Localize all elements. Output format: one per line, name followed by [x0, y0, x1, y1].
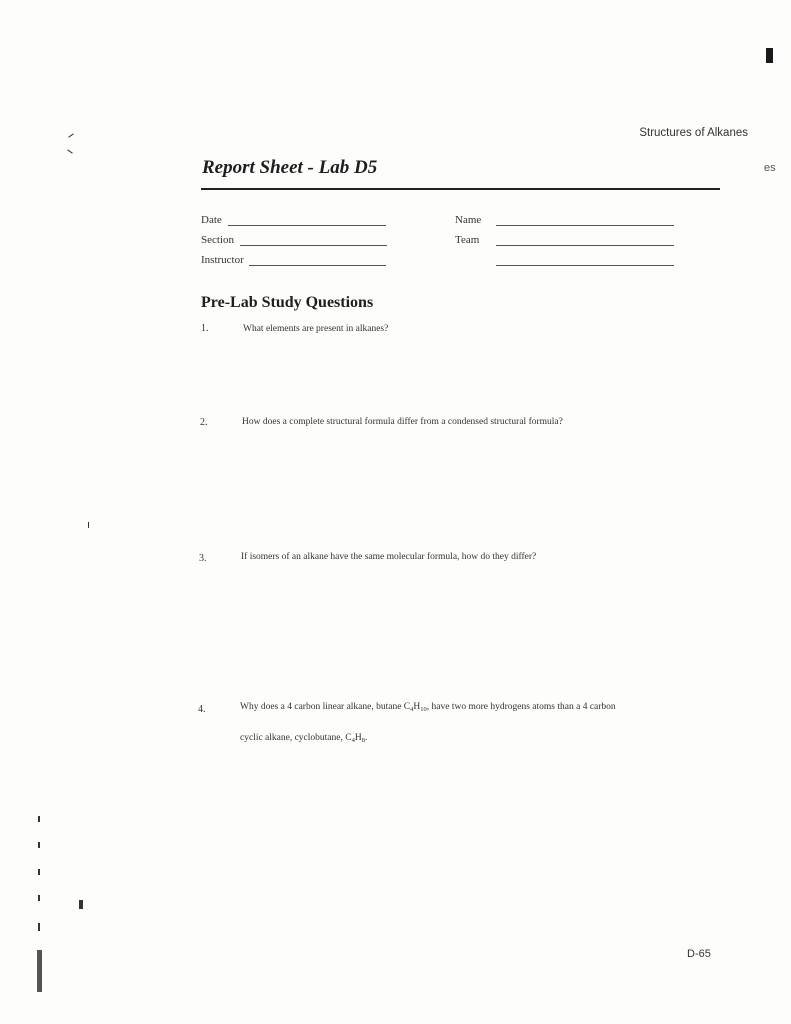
team-field-1[interactable]	[496, 245, 674, 246]
scan-speck	[79, 900, 83, 909]
date-field[interactable]	[228, 225, 386, 226]
question-3-number: 3.	[199, 553, 207, 564]
scan-speck	[38, 842, 40, 848]
section-label: Section	[201, 234, 234, 246]
page-number: D-65	[687, 948, 711, 960]
scan-binding-shadow	[37, 950, 42, 992]
title-rule	[201, 188, 720, 190]
scan-speck	[68, 133, 73, 137]
scan-speck	[88, 522, 89, 528]
team-field-2[interactable]	[496, 265, 674, 266]
question-2-text: How does a complete structural formula differ from a condensed structural formula?	[242, 417, 563, 427]
date-label: Date	[201, 214, 222, 226]
running-header: Structures of Alkanes	[639, 127, 748, 139]
page-title: Report Sheet - Lab D5	[202, 157, 378, 178]
scan-mark	[766, 48, 773, 63]
question-3-text: If isomers of an alkane have the same molecular formula, how do they differ?	[241, 552, 537, 562]
question-1-text: What elements are present in alkanes?	[243, 324, 389, 334]
scan-speck	[38, 895, 40, 901]
scan-speck	[67, 149, 72, 153]
question-4-number: 4.	[198, 704, 206, 715]
question-4-line-2: cyclic alkane, cyclobutane, $C_4H_8$.	[240, 733, 368, 744]
scan-speck	[38, 816, 40, 822]
name-field[interactable]	[496, 225, 674, 226]
scan-speck	[38, 869, 40, 875]
instructor-field[interactable]	[249, 265, 386, 266]
instructor-label: Instructor	[201, 254, 244, 266]
scan-speck	[38, 923, 40, 931]
question-4-line-1: Why does a 4 carbon linear alkane, butane $C_4H_{10}$, have two more hydrogens atoms than a 4 carbon	[240, 702, 616, 713]
question-1-number: 1.	[201, 323, 209, 334]
section-heading: Pre-Lab Study Questions	[201, 294, 374, 311]
question-2-number: 2.	[200, 417, 208, 428]
name-label: Name	[455, 214, 482, 226]
section-field[interactable]	[240, 245, 387, 246]
team-label: Team	[455, 234, 480, 246]
adjacent-page-fragment: es	[764, 162, 776, 174]
